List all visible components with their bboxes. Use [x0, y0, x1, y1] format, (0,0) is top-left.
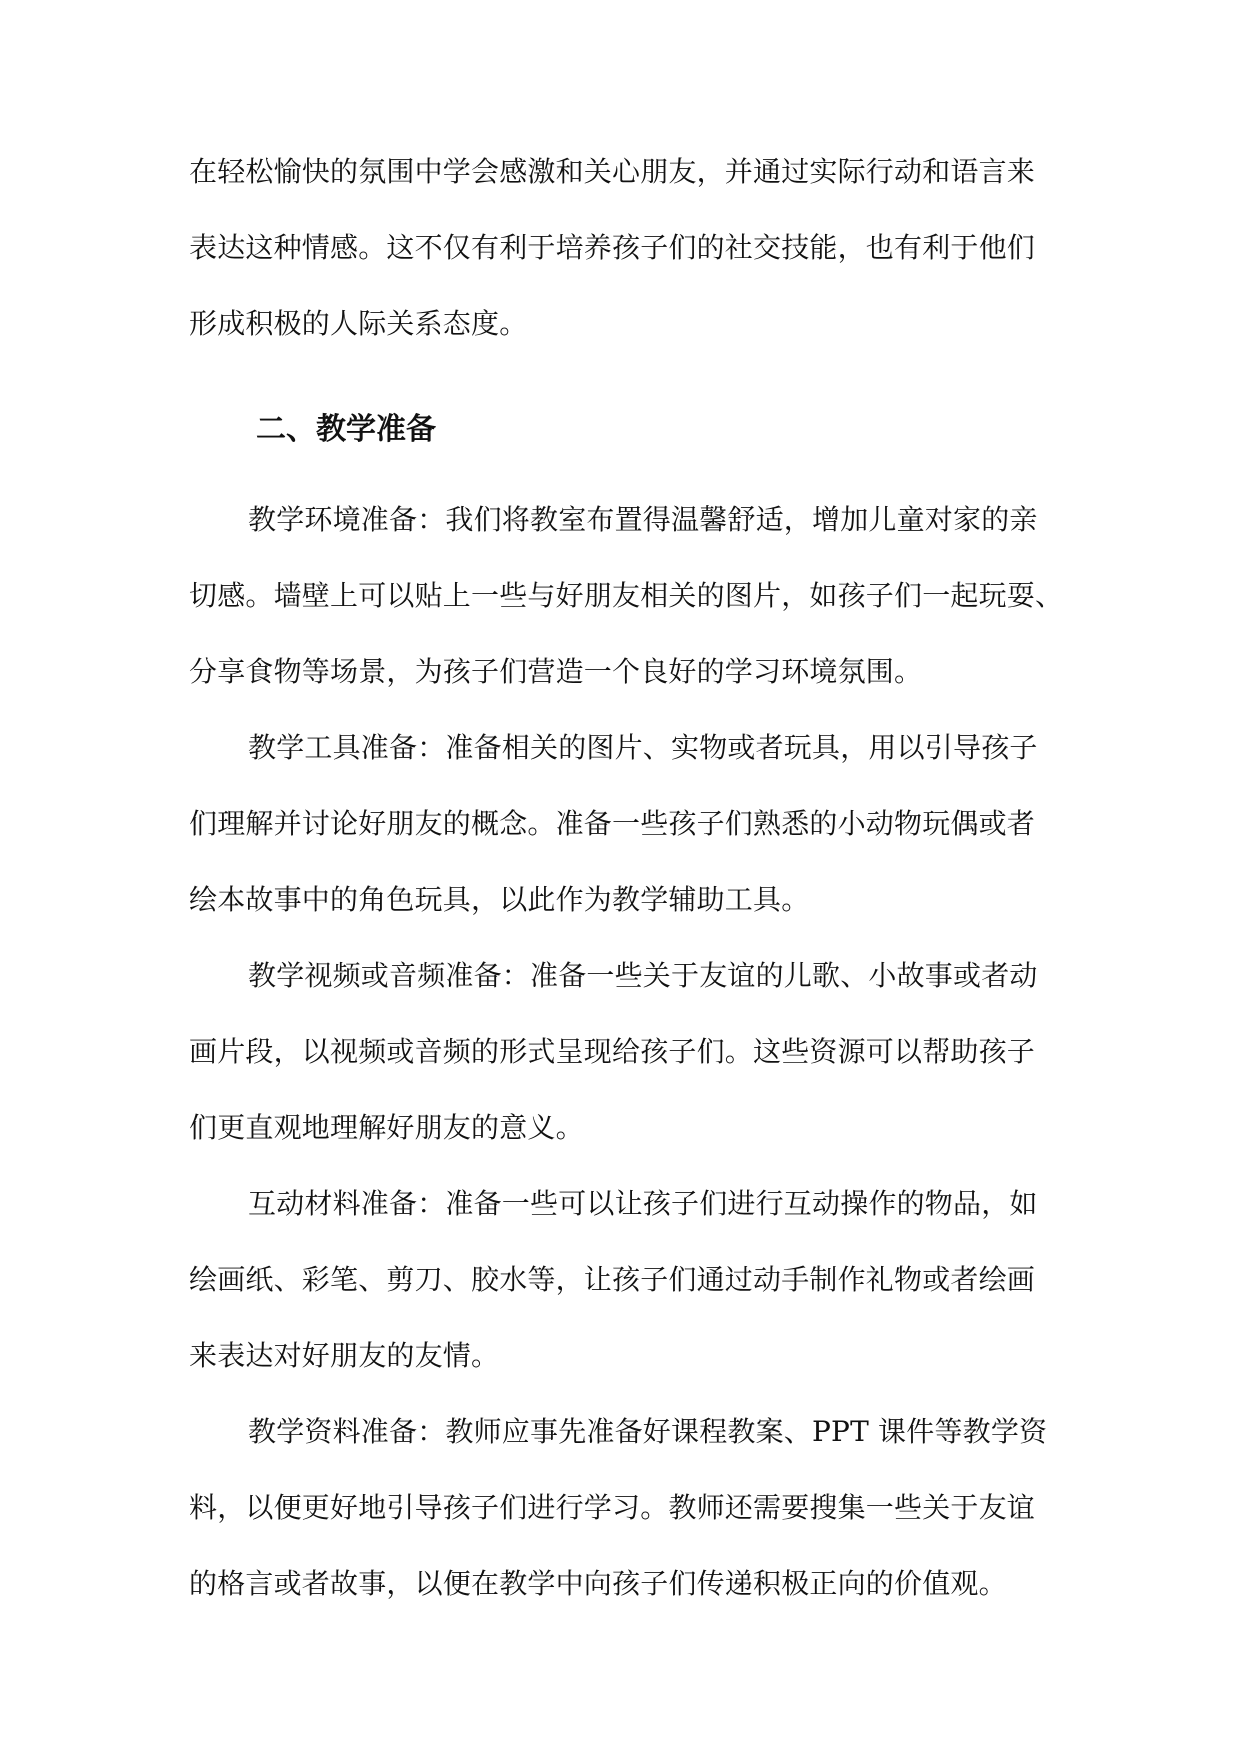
intro-line-1: 在轻松愉快的氛围中学会感激和关心朋友，并通过实际行动和语言来: [189, 155, 1036, 188]
section-heading: 二、教学准备: [256, 412, 436, 447]
paragraph-5-line-2: 料，以便更好地引导孩子们进行学习。教师还需要搜集一些关于友谊: [189, 1491, 1036, 1524]
paragraph-1-line-1: 教学环境准备：我们将教室布置得温馨舒适，增加儿童对家的亲: [248, 503, 1038, 536]
paragraph-3-line-2: 画片段，以视频或音频的形式呈现给孩子们。这些资源可以帮助孩子: [189, 1035, 1036, 1068]
paragraph-2-line-1: 教学工具准备：准备相关的图片、实物或者玩具，用以引导孩子: [248, 731, 1038, 764]
intro-line-2: 表达这种情感。这不仅有利于培养孩子们的社交技能，也有利于他们: [189, 231, 1036, 264]
intro-line-3: 形成积极的人际关系态度。: [189, 307, 528, 340]
paragraph-5-line-3: 的格言或者故事，以便在教学中向孩子们传递积极正向的价值观。: [189, 1567, 1007, 1600]
paragraph-2-line-3: 绘本故事中的角色玩具，以此作为教学辅助工具。: [189, 883, 810, 916]
paragraph-4-line-2: 绘画纸、彩笔、剪刀、胶水等，让孩子们通过动手制作礼物或者绘画: [189, 1263, 1036, 1296]
paragraph-4-line-3: 来表达对好朋友的友情。: [189, 1339, 500, 1372]
paragraph-4-line-1: 互动材料准备：准备一些可以让孩子们进行互动操作的物品，如: [248, 1187, 1038, 1220]
paragraph-5-line-1: 教学资料准备：教师应事先准备好课程教案、PPT 课件等教学资: [248, 1415, 1048, 1448]
paragraph-1-line-3: 分享食物等场景，为孩子们营造一个良好的学习环境氛围。: [189, 655, 923, 688]
paragraph-1-line-2: 切感。墙壁上可以贴上一些与好朋友相关的图片，如孩子们一起玩耍、: [189, 579, 1064, 612]
paragraph-3-line-3: 们更直观地理解好朋友的意义。: [189, 1111, 584, 1144]
paragraph-3-line-1: 教学视频或音频准备：准备一些关于友谊的儿歌、小故事或者动: [248, 959, 1038, 992]
paragraph-2-line-2: 们理解并讨论好朋友的概念。准备一些孩子们熟悉的小动物玩偶或者: [189, 807, 1036, 840]
